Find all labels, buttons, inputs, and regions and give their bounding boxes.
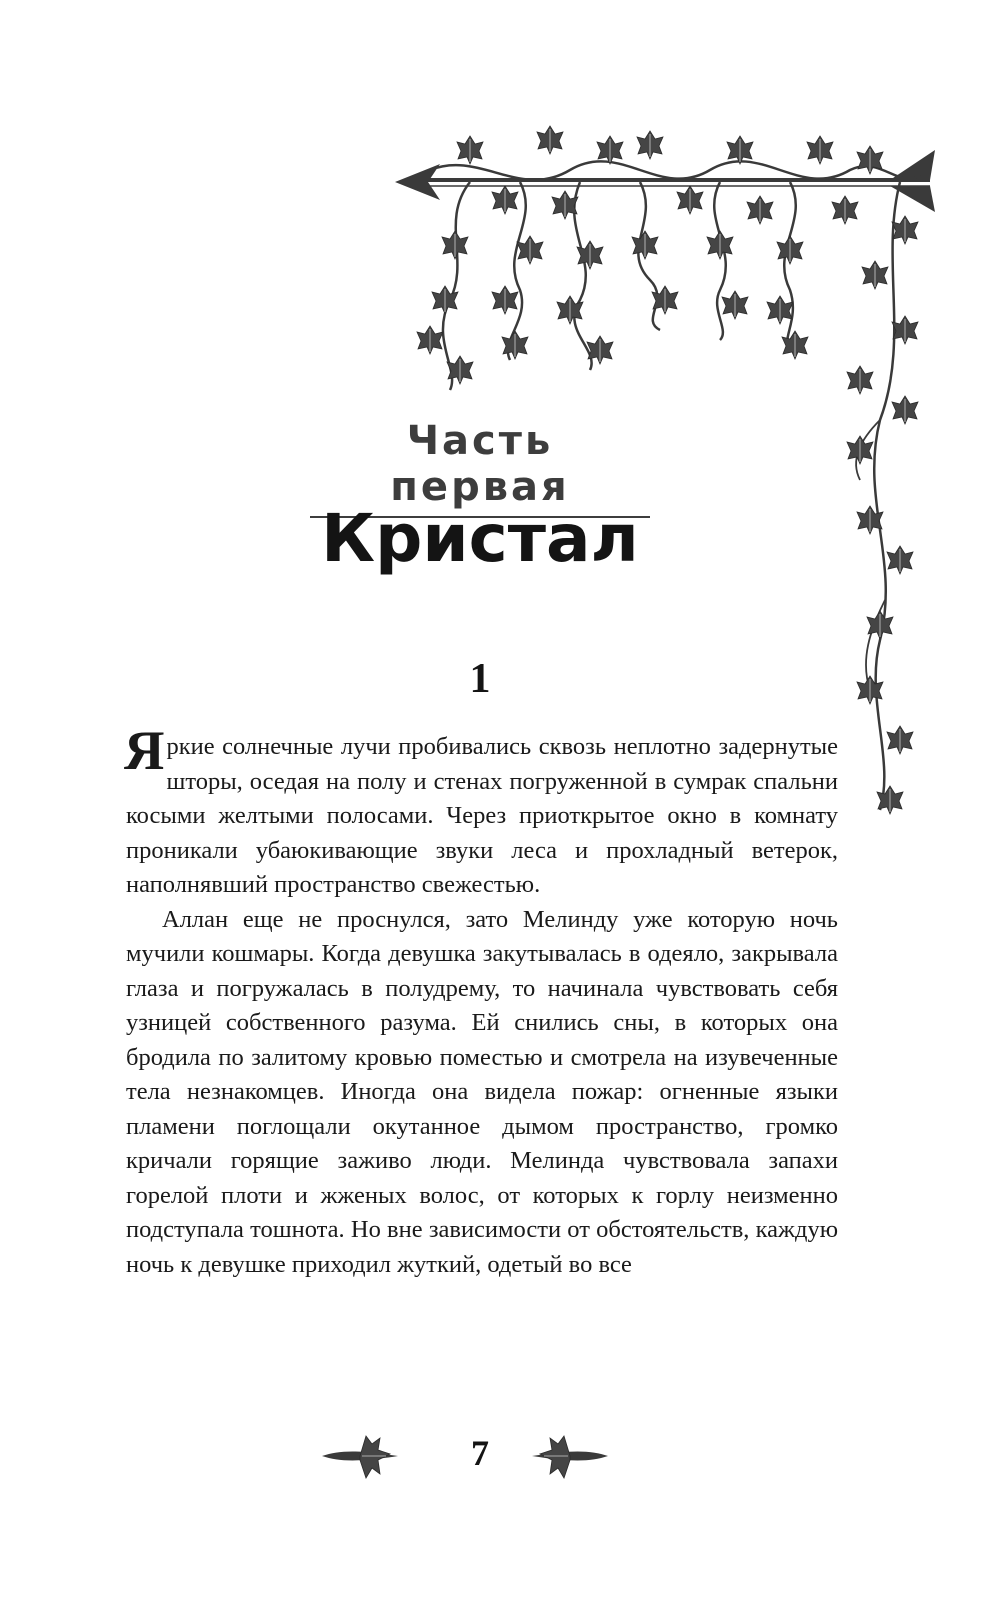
footer-leaf-left-icon [320,1428,400,1488]
footer-leaf-right-icon [530,1428,610,1488]
paragraph-2: Аллан еще не проснулся, зато Мелинду уже которую ночь мучили кошмары. Когда девушка закутывалась в одеяло, закрывала глаза и погружалась в полудрему, то начинала чувствовать себя узницей собственного разума. Ей снились сны, в которых она бродила по залитому кровью поместью и смотрела на изувеченные тела незнакомцев. Иногда она видела пожар: огненные языки пламени поглощали окутанное дымом пространство, громко кричали горящие заживо люди. Мелинда чувствовала запахи горелой плоти и жженых волос, от которых к горлу неизменно подступала тошнота. Но вне зависимости от обстоятельств, каждую ночь к девушке приходил жуткий, одетый во все [126,905,838,1278]
paragraph-1 [124,720,838,903]
drop-cap: Я [124,720,165,782]
chapter-title: Кристал [321,500,639,577]
chapter-text [124,720,838,1282]
page-number: 7 [471,1433,489,1473]
paragraph-1-text: ркие солнечные лучи пробивались сквозь неплотно задернутые шторы, оседая на полу и стенах погруженной в сумрак спальни косыми желтыми полосами. Через приоткрытое окно в комнату проникали убаюкивающие звуки леса и прохладный ветерок, наполнявший пространство свежестью. [126,733,838,898]
chapter-number: 1 [469,656,491,702]
part-title: Часть первая [310,418,650,518]
